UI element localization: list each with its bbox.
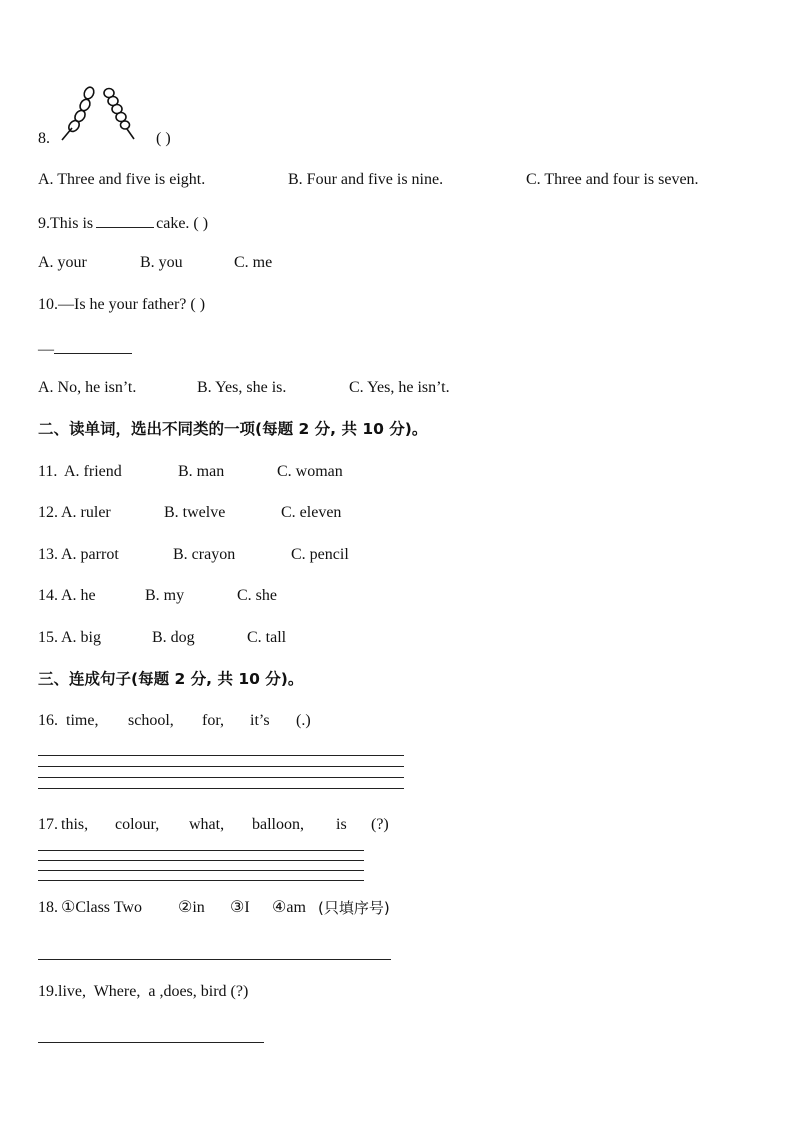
- q10-answer-line: [38, 338, 132, 360]
- q10-answer-dash: —: [38, 341, 54, 358]
- q14-option-c: C. she: [237, 587, 277, 604]
- q13-option-c: C. pencil: [291, 546, 349, 563]
- q17-word: is: [336, 816, 347, 833]
- q16-word: school,: [128, 712, 174, 729]
- q17-writing-line[interactable]: [38, 870, 364, 871]
- q13-option-a: A. parrot: [61, 546, 119, 563]
- q14-option-a: A. he: [61, 587, 96, 604]
- q16-writing-line[interactable]: [38, 766, 404, 767]
- q9-blank[interactable]: [96, 212, 154, 228]
- q16-word: time,: [66, 712, 99, 729]
- q11-option-a: A. friend: [64, 463, 122, 480]
- q17-word: balloon,: [252, 816, 304, 833]
- q16-word: for,: [202, 712, 225, 729]
- q15-number: 15.: [38, 629, 58, 646]
- q17-writing-line[interactable]: [38, 880, 364, 881]
- q14-number: 14.: [38, 587, 58, 604]
- q8-number: 8.: [38, 130, 50, 147]
- q16-writing-line[interactable]: [38, 788, 404, 789]
- q17-word: (?): [371, 816, 389, 833]
- q9-stem-pre: 9.This is: [38, 215, 94, 232]
- q10-option-b: B. Yes, she is.: [197, 379, 287, 396]
- q11-number: 11.: [38, 463, 58, 480]
- q8-option-a: A. Three and five is eight.: [38, 171, 206, 188]
- q13-option-b: B. crayon: [173, 546, 236, 563]
- q12-option-a: A. ruler: [61, 504, 111, 521]
- q15-option-c: C. tall: [247, 629, 287, 646]
- section3-title: 三、连成句子(每题 2 分, 共 10 分)。: [38, 670, 304, 688]
- q16-writing-line[interactable]: [38, 755, 404, 756]
- q9-stem-post: cake. ( ): [156, 215, 209, 232]
- q14-option-b: B. my: [145, 587, 185, 604]
- q16-writing-line[interactable]: [38, 777, 404, 778]
- q9-option-c: C. me: [234, 254, 273, 271]
- q17-word: colour,: [115, 816, 160, 833]
- q18-number: 18.: [38, 899, 58, 916]
- q10-option-c: C. Yes, he isn’t.: [349, 379, 450, 396]
- q19-stem: 19.live, Where, a ,does, bird (?): [38, 983, 249, 1000]
- q17-writing-line[interactable]: [38, 850, 364, 851]
- q17-word: what,: [189, 816, 225, 833]
- q8-paren: ( ): [156, 130, 171, 147]
- q12-option-c: C. eleven: [281, 504, 342, 521]
- q18-writing-line[interactable]: [38, 959, 391, 960]
- q17-number: 17.: [38, 816, 58, 833]
- q9-option-a: A. your: [38, 254, 87, 271]
- q15-option-a: A. big: [61, 629, 101, 646]
- q17-word: this,: [61, 816, 89, 833]
- q10-blank[interactable]: [54, 338, 132, 354]
- q18-word: ③I: [230, 899, 250, 916]
- q10-stem: 10.—Is he your father? ( ): [38, 296, 206, 313]
- q16-number: 16.: [38, 712, 58, 729]
- q18-word: ①Class Two: [61, 899, 142, 916]
- q16-word: it’s: [250, 712, 270, 729]
- q17-writing-line[interactable]: [38, 860, 364, 861]
- q18-word: ②in: [178, 899, 205, 916]
- skewer-picture: [58, 84, 158, 144]
- q11-option-b: B. man: [178, 463, 225, 480]
- q9-option-b: B. you: [140, 254, 183, 271]
- q8-option-c: C. Three and four is seven.: [526, 171, 699, 188]
- q9-stem: [38, 212, 208, 234]
- q10-option-a: A. No, he isn’t.: [38, 379, 137, 396]
- q19-writing-line[interactable]: [38, 1042, 264, 1043]
- q15-option-b: B. dog: [152, 629, 195, 646]
- q16-word: (.): [296, 712, 311, 729]
- q18-word: ④am: [272, 899, 306, 916]
- q8-option-b: B. Four and five is nine.: [288, 171, 444, 188]
- section2-title: 二、读单词，选出不同类的一项(每题 2 分, 共 10 分)。: [38, 420, 428, 438]
- q13-number: 13.: [38, 546, 58, 563]
- q11-option-c: C. woman: [277, 463, 343, 480]
- q18-note: (只填序号): [318, 899, 390, 917]
- q12-option-b: B. twelve: [164, 504, 226, 521]
- q12-number: 12.: [38, 504, 58, 521]
